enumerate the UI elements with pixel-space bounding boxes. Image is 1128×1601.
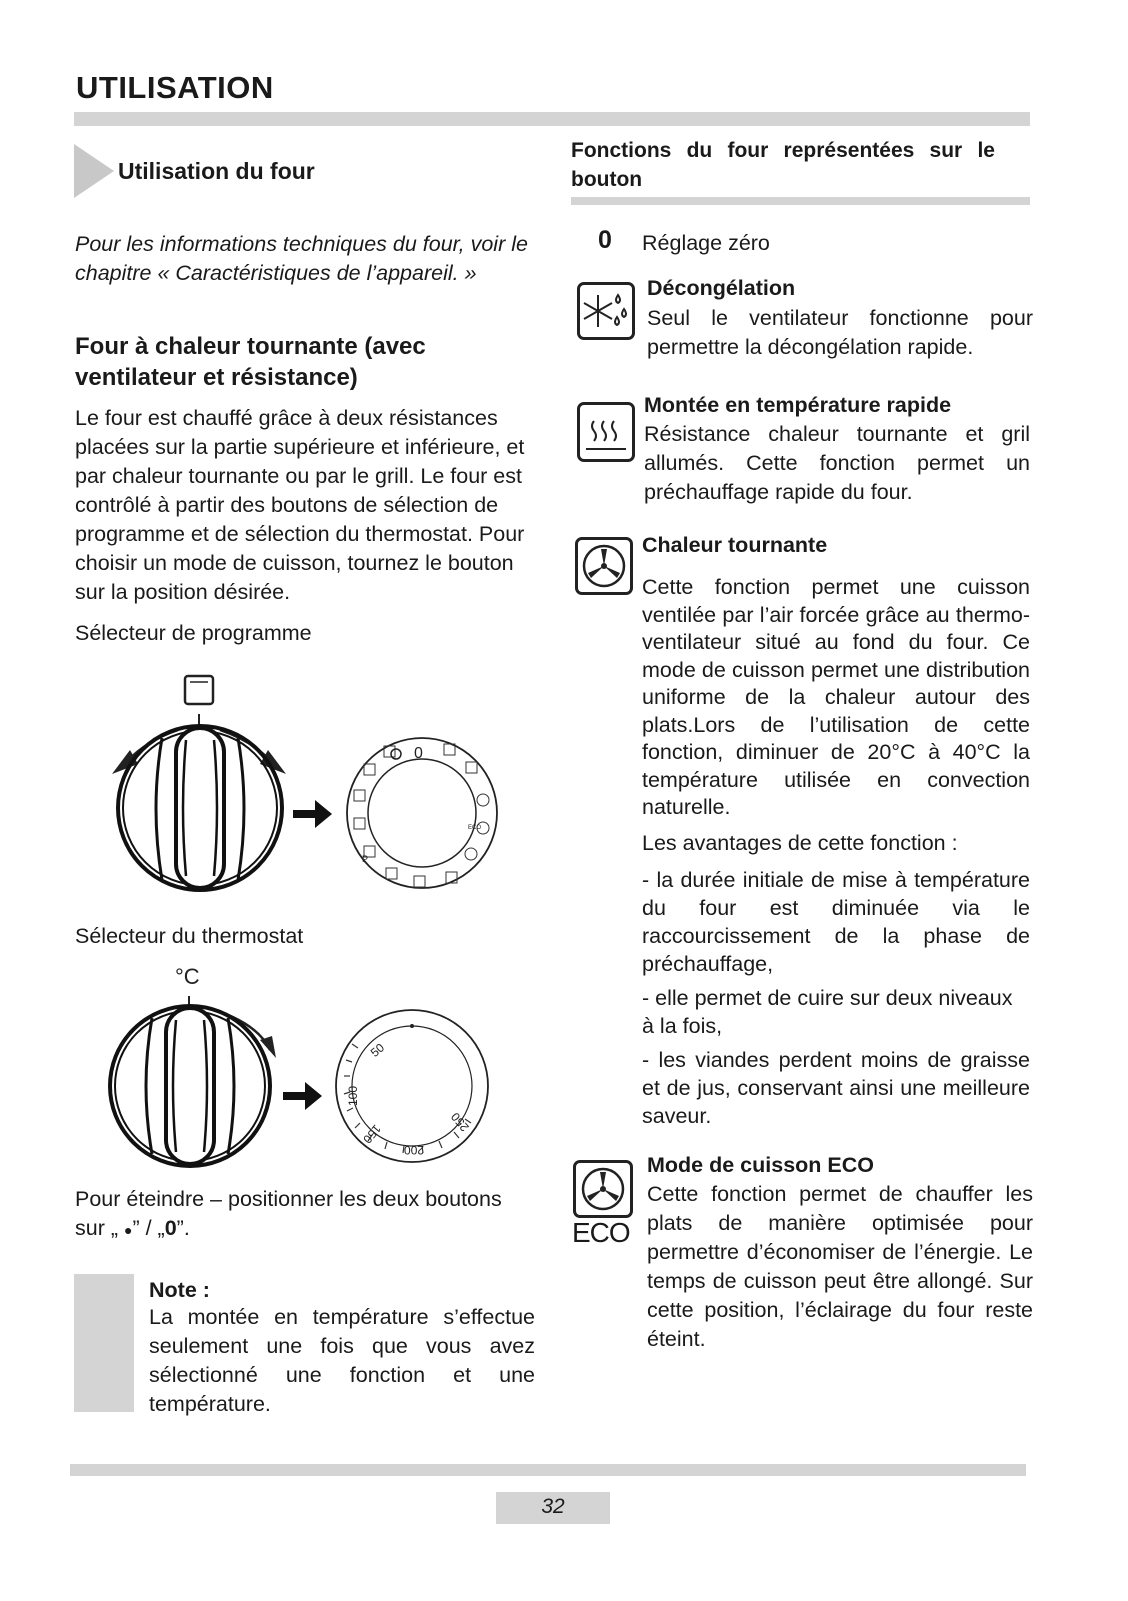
zero-label: Réglage zéro (642, 231, 770, 255)
note-body: La montée en température s’effectue seulement une fois que vous avez sélectionné une fonction et une température. (149, 1305, 535, 1416)
defrost-body: Seul le ventilateur fonctionne pour permettre la décongélation rapide. (647, 306, 1033, 359)
intro-text: Pour les informations techniques du four, voir le chapitre « Caractéristiques de l’appareil. » (75, 232, 528, 285)
program-selector-diagram (100, 668, 510, 898)
functions-title: Fonctions du four représentées sur le bouton (571, 139, 995, 191)
convection-body: Cette fonction permet une cuisson ventilée par l’air forcée grâce au thermo-ventilateur situé au fond du four. Ce mode de cuisson permet une distribution uniforme de la chaleur autour des plats.Lors de l’utilisation de cette fonction, diminuer de 20°C à 40°C la température utilisée en convection naturelle. (642, 575, 1030, 819)
thermostat-selector-diagram (100, 958, 510, 1188)
shutdown-instruction: Pour éteindre – positionner les deux boutons sur „ ●” / „0”. (75, 1187, 502, 1240)
oven-symbol-icon (185, 676, 213, 704)
thermostat-selector-label: Sélecteur du thermostat (75, 924, 304, 948)
note-title: Note : (149, 1278, 210, 1302)
svg-text:0: 0 (414, 745, 423, 762)
fast-heat-title: Montée en température rapide (644, 393, 952, 417)
page-title: UTILISATION (76, 70, 274, 105)
section-arrow-icon (74, 144, 116, 198)
eco-body: Cette fonction permet de chauffer les plats de manière optimisée pour permettre d’économiser de l’énergie. Le temps de cuisson peut être allongé. Sur cette position, l’éclairage du four reste éteint. (647, 1182, 1033, 1351)
fast-heat-body: Résistance chaleur tournante et gril allumés. Cette fonction permet un préchauffage rapide du four. (644, 422, 1030, 504)
header-rule (74, 112, 1030, 126)
note-side-bar (74, 1274, 134, 1412)
fast-heat-icon (577, 402, 635, 462)
defrost-title: Décongélation (647, 276, 796, 300)
advantages-intro: Les avantages de cette fonction : (642, 831, 958, 855)
convection-title: Chaleur tournante (642, 533, 828, 557)
page-number: 32 (541, 1495, 565, 1518)
functions-rule (571, 197, 1030, 205)
advantage-2: - elle permet de cuire sur deux niveaux à la fois, (642, 986, 1013, 1038)
eco-fan-icon (573, 1160, 633, 1218)
eco-title: Mode de cuisson ECO (647, 1153, 874, 1177)
svg-text:ECO: ECO (468, 825, 482, 831)
program-selector-label: Sélecteur de programme (75, 621, 312, 645)
body-text: Le four est chauffé grâce à deux résistances placées sur la partie supérieure et inférieure, et par chaleur tournante ou par le grill. Le four est contrôlé à partir des boutons de sélection de programme et de sélection du thermostat. Pour choisir un mode de cuisson, tournez le bouton sur la position désirée. (75, 406, 525, 604)
fan-icon (575, 537, 633, 595)
advantage-1: - la durée initiale de mise à température du four est diminuée via le raccourcissement de la phase de préchauffage, (642, 868, 1030, 976)
defrost-icon (577, 282, 635, 340)
eco-icon-label: ECO (572, 1217, 630, 1248)
subsection-title: Four à chaleur tournante (avec ventilateur et résistance) (75, 333, 426, 391)
svg-text:100: 100 (346, 1085, 360, 1106)
celsius-icon: °C (175, 964, 200, 989)
svg-text:150: 150 (360, 1121, 384, 1147)
footer-rule (70, 1464, 1026, 1476)
svg-text:50: 50 (367, 1040, 388, 1060)
svg-text:250: 250 (448, 1109, 472, 1135)
section-title: Utilisation du four (118, 158, 315, 184)
advantage-3: - les viandes perdent moins de graisse et de jus, conservant ainsi une meilleure saveur. (642, 1048, 1030, 1128)
zero-symbol: 0 (598, 226, 612, 254)
svg-text:P: P (362, 854, 369, 864)
svg-text:200: 200 (403, 1143, 424, 1157)
